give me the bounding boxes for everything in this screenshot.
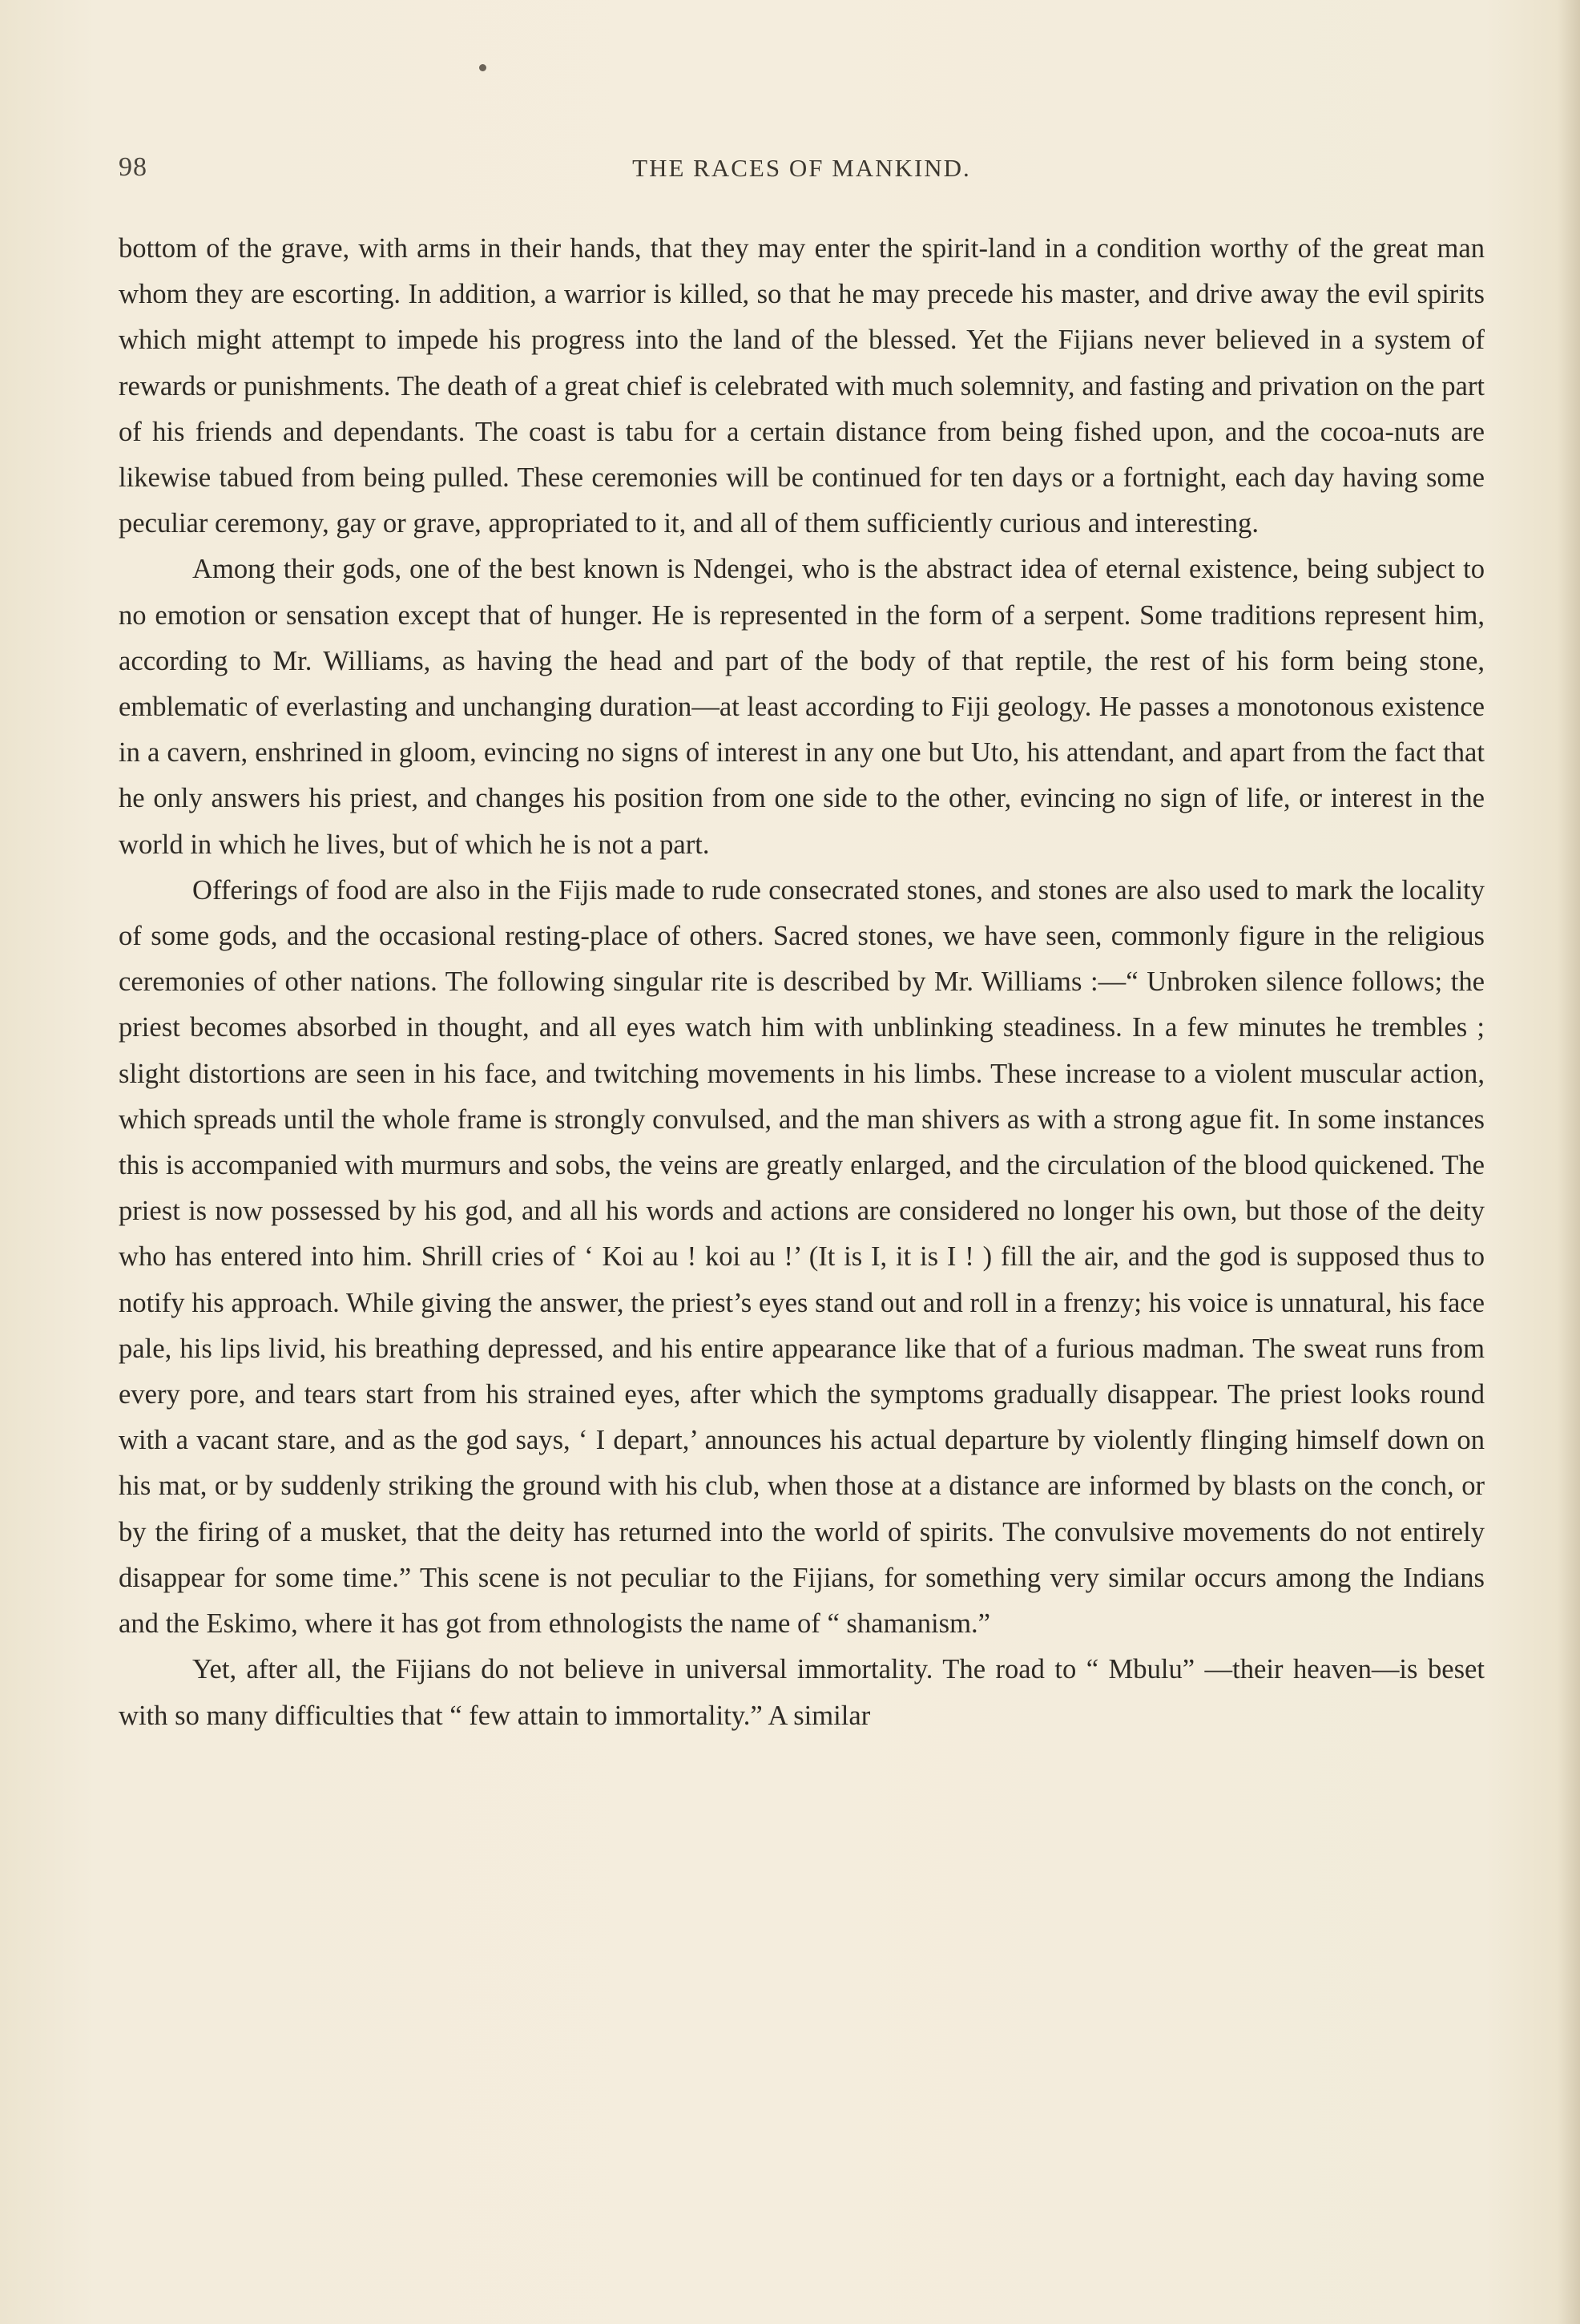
body-text: [119, 226, 1485, 1739]
page-header: [119, 152, 1485, 192]
paragraph: Offerings of food are also in the Fijis made to rude consecrated stones, and stones are also used to mark the locality of some gods, and the occasional resting-place of others. Sacred stones, we have seen, commonly figure in the religious ceremonies of other nations. The following singular rite is described by Mr. Williams :—“ Unbroken silence follows; the priest becomes absorbed in thought, and all eyes watch him with unblinking steadiness. In a few minutes he trembles ; slight distortions are seen in his face, and twitching movements in his limbs. These increase to a violent muscular action, which spreads until the whole frame is strongly convulsed, and the man shivers as with a strong ague fit. In some instances this is accompanied with murmurs and sobs, the veins are greatly enlarged, and the circulation of the blood quickened. The priest is now possessed by his god, and all his words and actions are considered no longer his own, but those of the deity who has entered into him. Shrill cries of ‘ Koi au ! koi au !’ (It is I, it is I ! ) fill the air, and the god is supposed thus to notify his approach. While giving the answer, the priest’s eyes stand out and roll in a frenzy; his voice is unnatural, his face pale, his lips livid, his breathing depressed, and his entire appearance like that of a furious madman. The sweat runs from every pore, and tears start from his strained eyes, after which the symptoms gradually disappear. The priest looks round with a vacant stare, and as the god says, ‘ I depart,’ announces his actual departure by violently flinging himself down on his mat, or by suddenly striking the ground with his club, when those at a distance are informed by blasts on the conch, or by the firing of a musket, that the deity has returned into the world of spirits. The convulsive movements do not entirely disappear for some time.” This scene is not peculiar to the Fijians, for something very similar occurs among the Indians and the Eskimo, where it has got from ethnologists the name of “ shamanism.”: [119, 874, 1485, 1640]
page-number: 98: [119, 152, 147, 182]
ink-dot: [479, 64, 486, 71]
paragraph: bottom of the grave, with arms in their hands, that they may enter the spirit-land in a condition worthy of the great man whom they are escorting. In addition, a warrior is killed, so that he may precede his master, and drive away the evil spirits which might attempt to impede his progress into the land of the blessed. Yet the Fijians never believed in a system of rewards or punishments. The death of a great chief is celebrated with much solemnity, and fasting and privation on the part of his friends and dependants. The coast is tabu for a certain distance from being fished upon, and the cocoa-nuts are likewise tabued from being pulled. These ceremonies will be continued for ten days or a fortnight, each day having some peculiar ceremony, gay or grave, appropriated to it, and all of them sufficiently curious and interesting.: [119, 233, 1485, 539]
paragraph: Yet, after all, the Fijians do not believe in universal immortality. The road to “ Mbulu” —their heaven—is beset with so many difficulties that “ few attain to immortality.” A similar: [119, 1654, 1485, 1731]
page-edge-shadow: [1558, 0, 1580, 2324]
running-title: THE RACES OF MANKIND.: [632, 154, 971, 182]
paragraph: Among their gods, one of the best known is Ndengei, who is the abstract idea of eternal existence, being subject to no emotion or sensation except that of hunger. He is represented in the form of a serpent. Some traditions represent him, according to Mr. Williams, as having the head and part of the body of that reptile, the rest of his form being stone, emblematic of everlasting and unchanging duration—at least according to Fiji geology. He passes a monotonous existence in a cavern, enshrined in gloom, evincing no signs of interest in any one but Uto, his attendant, and apart from the fact that he only answers his priest, and changes his position from one side to the other, evincing no sign of life, or interest in the world in which he lives, but of which he is not a part.: [119, 554, 1485, 860]
